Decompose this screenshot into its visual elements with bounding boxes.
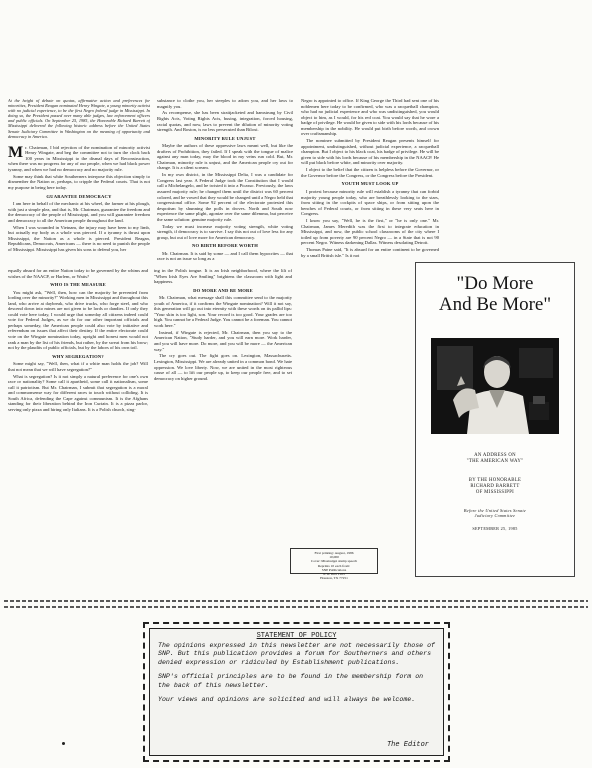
article-column-2 [157, 98, 293, 266]
section-heading: GUARANTEE DEMOCRACY [46, 193, 112, 199]
policy-inner-frame [149, 628, 444, 756]
body-paragraph: I protest because minority rule will establish a tyranny that can forbid majority young people today, who are breathlessly looking to the stars, from sitting in the cockpits of space ships, or from sitting upon the benches of Federal courts, or from sitting in these very seats here in Congress. [301, 188, 439, 217]
body-paragraph: ing in the Polish tongue. It is an Irish neighborhood, where the lilt of "When Irish Eyes Are Smiling" brightens the classroom with light and happiness. [154, 268, 292, 285]
print-line: SNP Publications [321, 567, 347, 572]
section-heading: DO MORE AND BE MORE [193, 287, 253, 293]
article-column-4 [8, 268, 148, 586]
print-line: Cover: Mississippi stump speech [310, 559, 358, 564]
body-paragraph: Today we must increase majority voting strength, white voting strength, if democracy is to survive. I say this not out of love less for any group, but out of love more for American democracy. [157, 223, 293, 240]
drop-cap: M [8, 143, 24, 161]
body-paragraph: You might ask, "Well, then, how can the majority be prevented from lording over the minority?" Working men in Mississippi and throughout this land, who arrive at daybreak, who drive trucks, who forge steel, and who descend down into mines are not given to be lords or dandies. If only they could vote here today, I would urge that someday all citizens indeed could vote for Federal Judges, as we do for our other important officials and perhaps someday, the American people could also vote by initiative and referendum on issues that affect their destiny. If the entire electorate could vote on the Wingate nomination today, upright and honest men would not rank a man by the list of his friends, but rather, by the sweat from his brow; not by the plaudits of public officials, but by the labors of his own toil. [8, 289, 148, 351]
policy-paragraph: The opinions expressed in this newsletter are not necessarily those of SNP. But this publication provides a forum for Southerners and others denied expression or ridiculed by Establishment publications. [158, 642, 435, 666]
print-line: 10,000 [329, 555, 339, 560]
article-column-5 [154, 268, 292, 494]
body-paragraph: When I was wounded in Vietnam, the injury may have been to my limb, but actually my body as a whole was pierced. If a tyranny is thrust upon Mississippi, the Nation as a whole is pierced. President Reagan, Republicans, Democrats, Americans — there is no need to punish the people of Mississippi. Mississippi has given his sons to defend you, her [8, 224, 150, 252]
policy-title: STATEMENT OF POLICY [256, 632, 337, 640]
policy-paragraph: SNP's official principles are to be found in the membership form on the back of this newsletter. [158, 673, 424, 689]
section-heading: WHY SEGREGATION? [52, 353, 104, 359]
pamphlet-title: "Do More And Be More" [438, 273, 552, 315]
dashed-divider [4, 598, 588, 610]
section-heading: MINORITY RULE UNJUST [194, 135, 256, 141]
body-paragraph: I object to the belief that the citizen is helpless before the Governor, or the Governor before the Congress, or the Congress before the President. [301, 167, 439, 178]
body-paragraph: Mr. Chairman, what message shall this committee send to the majority youth of America, if it confirms the Wingate nomination? Will it not say, this generation will go out into eternity with these words on its pallid lips: "Your skin is too light, son. Your record is too good. Your grades are too high. You cannot be a Federal Judge. You cannot be a foreman. You cannot work here." [154, 295, 292, 328]
body-paragraph: equally absurd for an entire Nation today to be governed by the whims and wishes of the NAACP, or Harlem, or Watts? [8, 268, 148, 279]
print-line: Houston, TX 77251 [320, 576, 348, 581]
article-column-1 [8, 98, 150, 266]
print-line: Reprints 10 each from: [317, 563, 351, 568]
section-heading: NO BIRTH BEFORE WORTH [192, 243, 258, 249]
body-paragraph: I am here in behalf of the mechanic at his wheel, the farmer at his plough, with just a simple plea, and that is, Mr. Chairman, guarantee the freedom and the democracy of the people of Mississippi, and you will guarantee freedom and democracy to all the American people throughout the land. [8, 201, 150, 223]
pamphlet-venue: Before the United States Senate Judiciary Committee [463, 508, 527, 519]
policy-paragraph: Your views and opinions are solicited and will always be welcome. [158, 696, 416, 704]
section-heading: YOUTH MUST LOOK UP [341, 181, 399, 187]
pamphlet-author: BY THE HONORABLE RICHARD BARRETT OF MISSISSIPPI [468, 478, 522, 495]
article-column-3 [301, 98, 439, 266]
body-paragraph: The cry goes out. The fight goes on. Lexington, Massachusetts. Lexington, Mississippi. We are already united in a common bond. We hate oppression. We love liberty. Now, we are united in the most righteous cause of all — to lift our people up, to keep our people free, and to set democracy on higher ground. [154, 353, 292, 381]
body-paragraph: Negro is appointed to office. If King George the Third had sent one of his noblemen here today to be confirmed, who was a racquetball champion, who had no judicial experience and who was undistinguished, you would object to him, as I would, for his red coat. You would say that he wore a badge of privilege. He would be given to side with his lords because of his membership in the nobility. He would put birth before worth, and crown over craftsmanship. [301, 98, 439, 137]
body-paragraph: Mr. Chairman. It is said by some — and I call them hypocrites — that race is not an issue so long as a [157, 250, 293, 262]
printing-info-box [290, 548, 378, 581]
intro-paragraph: At the height of debate on quotas, affirmative action and preferences for minorities, President Reagan nominated Henry Wingate, a young minority activist with no judicial experience, to be the first Negro federal judge in Mississippi. In doing so, the President passed over many able judges, law enforcement officers and public officials. On September 25, 1985, the Honorable Richard Barrett of Mississippi delivered the following historic address before the United States Senate Judiciary Committee in Washington on the meaning of opportunity and democracy in America. [8, 98, 150, 139]
body-paragraph: Maybe the authors of these oppressive laws meant well, but like the drafters of Prohibition, they failed. If I speak with the tongue of malice against any man today, may the blood in my veins run cold. But, Mr. Chairman, minority rule is unjust, and the American people cry out for change. It is a silent scream. [157, 143, 293, 171]
print-line: P. O. Box 1183 [323, 572, 345, 577]
body-paragraph: In my own district, in the Mississippi Delta, I was a candidate for Congress last year. A Federal Judge took the Constitution that I would call a Michelangelo, and he twisted it into a Picasso. Previously, the laws assured majority rule; he changed them until the district was 60 percent colored, and he vowed that they would be changed until a Negro held that congressional office. Some 92 percent of the electorate protested this despotism by shunning the polls in droves. North and South now experience the same plight, agonize over the same dilemma, but perceive the same solution: genuine majority rule. [157, 172, 293, 222]
body-paragraph: Mr. Chairman, I bid rejection of the nomination of minority activist Henry Wingate, and beg the committee not to turn the clock back 100 years in Mississippi to the dismal days of Reconstruction, when there was no progress for any of our people, when we had black power tyranny, and when we had no democracy and no majority rule. [8, 143, 150, 172]
speaker-photo-image [431, 338, 559, 434]
pamphlet-cover [415, 262, 575, 577]
policy-text [150, 640, 443, 704]
body-paragraph: The nominee submitted by President Reagan presents himself for appointment, undistinguished, without judicial experience, a racquetball champion. But I object to his black coat, his badge of privilege. He will be given to side with his lords because of his membership in the NAACP. He will put black before white, and minority over majority. [301, 138, 439, 166]
section-heading: WHO IS THE MEASURE [50, 282, 106, 288]
statement-of-policy-box [143, 622, 450, 762]
body-paragraph: Thomas Paine said, "It is absurd for an entire continent to be governed by a small British isle." Is it not [301, 247, 439, 258]
body-paragraph: substance to clothe you, her steeples to adorn you, and her laws to magnify you. [157, 98, 293, 109]
pamphlet-date: SEPTEMBER 25, 1985 [472, 526, 518, 531]
body-paragraph: Instead, if Wingate is rejected, Mr. Chairman, then you say to the American Nation, "Study harder, and you will earn more. Work harder, and you will have more. Do more, and you will be more — the American way." [154, 329, 292, 352]
body-paragraph: I know you say, "Well, he is the first," or "he is only one." Mr. Chairman, James Meredith was the first to integrate education in Mississippi, and now, the public school classrooms of the city where I toiled up from poverty are 90 percent Negro — in a State that is not 90 percent Negro. Witness darkening Dallas. Witness desolating Detroit. [301, 218, 439, 246]
punch-hole-mark [62, 742, 65, 745]
policy-signature: The Editor [386, 741, 429, 749]
body-paragraph: What is segregation? Is it not simply a natural preference for one's own race or nationality? Some call it apartheid, some call it nationalism, some call it patriotism. But Mr. Chairman, I submit that segregation is a moral and commonsense way for different races to touch without colliding. It is South Africa, defending the Cape against communism. It is the Afghans standing for their liberation behind the Iron Curtain. It is a pizza parlor, serving only pizza and hiring only Italians. It is a Polish church, sing- [8, 373, 148, 412]
print-line: First printing: August, 1986 [314, 551, 354, 555]
body-paragraph: Some may think that white Southerners interpose this objection simply to dismember the Nation or, perhaps, to cripple the Federal courts. That is not my purpose in being here today. [8, 173, 150, 190]
speaker-photo [431, 338, 559, 434]
body-paragraph: As recompense, she has been straitjacketed and hamstrung by Civil Rights Acts, Voting Rights Acts, busing, integration, forced housing, racial quotas, and now, laws to prevent the dilution of minority voting strength. And Boston, is no less persecuted than Biloxi. [157, 110, 293, 133]
pamphlet-subtitle: AN ADDRESS ON "THE AMERICAN WAY" [466, 453, 524, 464]
body-paragraph: Some might say, "Well, then, what if a white man holds the job? Will that not mean that we will have segregation?" [8, 361, 148, 372]
